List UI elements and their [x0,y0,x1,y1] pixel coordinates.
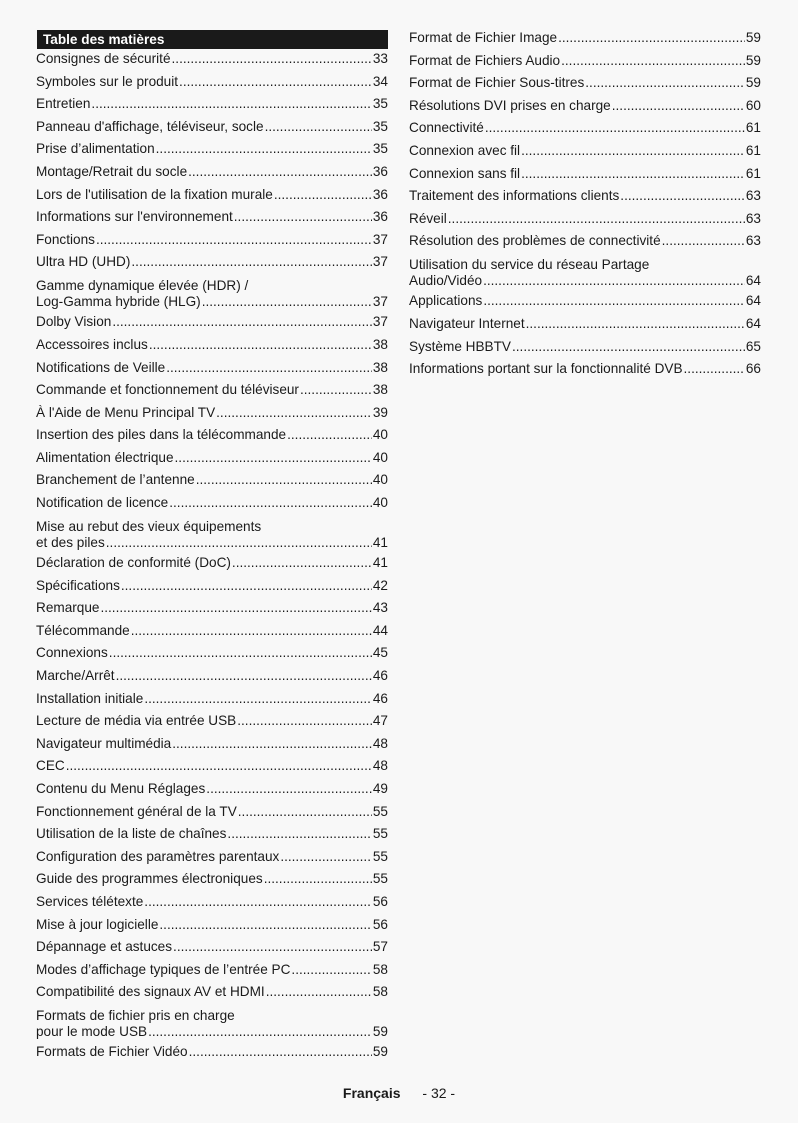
toc-dot-leader [291,962,371,978]
toc-entry-page-number: 56 [372,916,388,932]
toc-entry-title: Accessoires inclus [36,336,148,352]
toc-entry-title: Réveil [409,210,447,226]
toc-entry-title: Compatibilité des signaux AV et HDMI [36,984,265,1000]
toc-entry[interactable] [36,600,388,616]
toc-entry-line2 [409,273,761,289]
toc-list-left [36,51,388,1060]
toc-entry[interactable] [36,578,388,594]
toc-entry-page-number: 59 [372,1023,388,1039]
toc-entry-page-number: 55 [372,848,388,864]
toc-entry-title: Déclaration de conformité (DoC) [36,555,231,571]
toc-column-right [409,30,761,384]
toc-dot-leader [561,53,745,69]
toc-entry[interactable] [36,668,388,684]
toc-entry-title: Format de Fichiers Audio [409,52,561,68]
toc-entry-page-number: 46 [372,668,388,684]
toc-entry-page-number: 40 [372,495,388,511]
toc-entry[interactable] [36,736,388,752]
toc-entry-title: Services télétexte [36,893,144,909]
toc-entry-page-number: 61 [745,142,761,158]
toc-entry-title-line1: Gamme dynamique élevée (HDR) / [36,277,249,293]
toc-entry-title-line1: Formats de fichier pris en charge [36,1007,235,1023]
toc-entry-page-number: 56 [372,893,388,909]
toc-dot-leader [232,555,372,571]
toc-entry-title: Installation initiale [36,690,144,706]
toc-entry-title: Spécifications [36,577,120,593]
toc-entry-title: Format de Fichier Image [409,30,558,45]
toc-entry[interactable] [36,119,388,135]
toc-entry-title: Remarque [36,600,100,616]
toc-entry-page-number: 64 [745,272,761,288]
toc-dot-leader [662,233,745,249]
toc-entry-page-number: 36 [372,209,388,225]
toc-entry[interactable] [36,314,388,330]
toc-dot-leader [216,405,372,421]
toc-entry-title: Fonctions [36,231,95,247]
toc-entry-page-number: 43 [372,600,388,616]
toc-dot-leader [448,211,745,227]
toc-entry-title: Configuration des paramètres parentaux [36,848,280,864]
toc-entry-page-number: 58 [372,961,388,977]
toc-entry-page-number: 38 [372,382,388,398]
toc-entry-title: Modes d’affichage typiques de l’entrée PC [36,961,291,977]
toc-entry[interactable] [36,277,388,310]
toc-entry-title: Ultra HD (UHD) [36,254,131,270]
toc-entry[interactable] [36,360,388,376]
toc-entry-title: Connectivité [409,120,484,136]
toc-dot-leader [196,472,372,488]
toc-dot-leader [300,382,372,398]
toc-entry-title: Applications [409,293,483,309]
toc-entry-title: Panneau d'affichage, téléviseur, socle [36,118,264,134]
toc-entry-page-number: 59 [372,1044,388,1060]
toc-dot-leader [116,668,372,684]
toc-entry-title: CEC [36,758,65,774]
toc-dot-leader [202,294,372,310]
toc-entry-page-number: 63 [745,188,761,204]
toc-dot-leader [175,450,372,466]
toc-entry-title: Connexions [36,645,108,661]
toc-dot-leader [144,691,372,707]
toc-entry[interactable] [409,188,761,204]
toc-dot-leader [287,427,372,443]
toc-entry-title: Dolby Vision [36,314,112,330]
toc-entry-line2 [36,535,388,551]
toc-dot-leader [112,314,372,330]
toc-dot-leader [188,164,372,180]
toc-entry-page-number: 40 [372,449,388,465]
toc-entry-page-number: 34 [372,73,388,89]
toc-entry-title: et des piles [36,534,105,550]
toc-entry[interactable] [36,472,388,488]
toc-entry-page-number: 60 [745,97,761,113]
toc-entry[interactable] [36,427,388,443]
toc-entry[interactable] [36,781,388,797]
toc-dot-leader [620,188,745,204]
toc-entry-page-number: 45 [372,645,388,661]
toc-dot-leader [91,96,371,112]
toc-dot-leader [131,254,371,270]
toc-entry-title: Résolutions DVI prises en charge [409,97,611,113]
toc-entry[interactable] [36,254,388,270]
toc-entry-title: Connexion avec fil [409,142,521,158]
toc-entry-title: À l'Aide de Menu Principal TV [36,404,216,420]
toc-entry-page-number: 40 [372,427,388,443]
toc-entry-page-number: 63 [745,210,761,226]
toc-entry[interactable] [409,316,761,332]
toc-entry-title: Résolution des problèmes de connectivité [409,233,661,249]
toc-entry[interactable] [409,256,761,289]
toc-entry[interactable] [36,96,388,112]
toc-entry[interactable] [36,1007,388,1040]
toc-entry[interactable] [409,98,761,114]
toc-dot-leader [144,894,372,910]
toc-dot-leader [148,1024,372,1040]
toc-entry-page-number: 64 [745,293,761,309]
toc-entry-title: Traitement des informations clients [409,188,620,204]
toc-dot-leader [149,337,372,353]
toc-entry-title: Formats de Fichier Vidéo [36,1044,188,1060]
toc-entry[interactable] [36,518,388,551]
toc-dot-leader [265,119,372,135]
toc-entry[interactable] [36,382,388,398]
toc-entry[interactable] [409,339,761,355]
toc-dot-leader [526,316,745,332]
toc-entry[interactable] [36,804,388,820]
toc-entry-page-number: 57 [372,939,388,955]
toc-entry[interactable] [36,74,388,90]
toc-dot-leader [96,232,372,248]
toc-dot-leader [483,293,745,309]
toc-entry-page-number: 66 [745,361,761,377]
toc-entry-title: Mise à jour logicielle [36,916,159,932]
toc-entry-page-number: 36 [372,163,388,179]
toc-entry[interactable] [36,164,388,180]
toc-dot-leader [558,30,745,46]
toc-entry[interactable] [36,691,388,707]
toc-entry-page-number: 61 [745,120,761,136]
footer-language: Français [342,1085,401,1101]
toc-entry-title: Lors de l'utilisation de la fixation murale [36,186,273,202]
toc-entry-page-number: 37 [372,231,388,247]
toc-entry-page-number: 37 [372,314,388,330]
toc-entry-title: Notification de licence [36,495,169,511]
toc-entry[interactable] [36,894,388,910]
toc-entry-title: Format de Fichier Sous-titres [409,75,585,91]
toc-entry[interactable] [36,187,388,203]
toc-entry[interactable] [409,211,761,227]
toc-entry-page-number: 41 [372,555,388,571]
toc-entry-title: Connexion sans fil [409,165,521,181]
toc-entry[interactable] [409,166,761,182]
toc-dot-leader [179,74,372,90]
toc-entry-line2 [36,294,388,310]
toc-entry[interactable] [36,645,388,661]
toc-entry-page-number: 40 [372,472,388,488]
toc-entry-title: Consignes de sécurité [36,51,171,66]
toc-column-left [36,30,388,1067]
toc-entry[interactable] [36,209,388,225]
toc-entry-title: Audio/Vidéo [409,272,483,288]
toc-entry[interactable] [36,713,388,729]
toc-entry-title: Montage/Retrait du socle [36,163,188,179]
toc-dot-leader [172,51,372,67]
toc-dot-leader [237,713,372,729]
toc-entry-title: Guide des programmes électroniques [36,871,263,887]
toc-entry[interactable] [36,758,388,774]
toc-entry-title: Prise d’alimentation [36,141,155,157]
toc-entry[interactable] [409,143,761,159]
toc-dot-leader [483,273,745,289]
toc-entry-title: Informations sur l'environnement [36,209,233,225]
toc-entry-page-number: 37 [372,293,388,309]
toc-entry-title: Branchement de l’antenne [36,472,195,488]
toc-dot-leader [274,187,372,203]
toc-entry-page-number: 55 [372,803,388,819]
toc-entry-page-number: 59 [745,30,761,45]
toc-dot-leader [234,209,372,225]
toc-entry-title: Utilisation de la liste de chaînes [36,826,227,842]
toc-entry-title: Fonctionnement général de la TV [36,803,237,819]
toc-entry-title: Navigateur multimédia [36,735,172,751]
toc-entry[interactable] [36,939,388,955]
toc-entry-page-number: 37 [372,254,388,270]
toc-entry-page-number: 55 [372,826,388,842]
toc-dot-leader [131,623,372,639]
toc-entry-title: Télécommande [36,622,130,638]
toc-entry-page-number: 41 [372,534,388,550]
toc-dot-leader [109,645,372,661]
toc-entry[interactable] [36,232,388,248]
toc-entry-page-number: 55 [372,871,388,887]
toc-entry-page-number: 36 [372,186,388,202]
toc-entry[interactable] [36,337,388,353]
toc-entry-title: Système HBBTV [409,338,511,354]
toc-entry[interactable] [409,233,761,249]
toc-entry[interactable] [36,849,388,865]
toc-entry-page-number: 64 [745,315,761,331]
toc-entry-page-number: 61 [745,165,761,181]
toc-dot-leader [166,360,372,376]
toc-entry-page-number: 59 [745,52,761,68]
toc-title: Table des matières [37,30,388,49]
toc-dot-leader [280,849,372,865]
toc-dot-leader [159,917,371,933]
toc-entry[interactable] [36,826,388,842]
toc-entry-title: Notifications de Veille [36,359,166,375]
toc-dot-leader [106,535,372,551]
toc-entry-page-number: 44 [372,622,388,638]
toc-dot-leader [238,804,372,820]
toc-entry-title: Informations portant sur la fonctionnalité DVB [409,361,683,377]
toc-dot-leader [156,141,372,157]
toc-entry-page-number: 59 [745,75,761,91]
page-footer [0,1085,798,1101]
toc-entry-title: pour le mode USB [36,1023,148,1039]
toc-entry[interactable] [36,917,388,933]
toc-dot-leader [189,1044,372,1060]
toc-entry-page-number: 42 [372,577,388,593]
toc-entry[interactable] [409,120,761,136]
toc-entry-page-number: 65 [745,338,761,354]
toc-entry[interactable] [409,75,761,91]
toc-dot-leader [512,339,745,355]
toc-dot-leader [521,143,745,159]
toc-entry[interactable] [36,984,388,1000]
toc-entry-page-number: 39 [372,404,388,420]
toc-dot-leader [173,939,372,955]
toc-entry-line2 [36,1024,388,1040]
toc-entry[interactable] [36,871,388,887]
toc-entry-page-number: 35 [372,141,388,157]
toc-dot-leader [227,826,371,842]
toc-entry-page-number: 58 [372,984,388,1000]
toc-entry-title: Insertion des piles dans la télécommande [36,427,287,443]
toc-list-right [409,30,761,377]
toc-entry-title: Alimentation électrique [36,449,174,465]
toc-entry[interactable] [409,293,761,309]
toc-entry-page-number: 46 [372,690,388,706]
toc-entry-page-number: 47 [372,713,388,729]
toc-entry-title-line1: Mise au rebut des vieux équipements [36,518,262,534]
toc-entry-title: Navigateur Internet [409,315,525,331]
toc-dot-leader [485,120,745,136]
toc-entry-title: Commande et fonctionnement du téléviseur [36,382,299,398]
toc-dot-leader [585,75,745,91]
toc-entry[interactable] [409,361,761,377]
toc-entry[interactable] [409,53,761,69]
toc-entry-title: Marche/Arrêt [36,668,115,684]
toc-entry[interactable] [36,495,388,511]
toc-entry[interactable] [36,555,388,571]
toc-dot-leader [206,781,372,797]
toc-dot-leader [172,736,372,752]
toc-entry-page-number: 33 [372,51,388,66]
toc-entry-title: Entretien [36,96,91,112]
toc-entry-page-number: 48 [372,758,388,774]
toc-dot-leader [266,984,372,1000]
toc-entry-page-number: 38 [372,359,388,375]
toc-entry[interactable] [36,1044,388,1060]
toc-entry[interactable] [36,51,388,67]
toc-dot-leader [100,600,371,616]
toc-dot-leader [684,361,745,377]
toc-entry-page-number: 49 [372,781,388,796]
toc-entry-page-number: 48 [372,735,388,751]
toc-entry-title: Symboles sur le produit [36,73,179,89]
toc-entry-page-number: 38 [372,336,388,352]
toc-dot-leader [264,871,372,887]
toc-entry-page-number: 63 [745,233,761,249]
toc-entry[interactable] [409,30,761,46]
toc-entry[interactable] [36,450,388,466]
toc-dot-leader [121,578,372,594]
toc-dot-leader [612,98,745,114]
toc-entry-title: Log-Gamma hybride (HLG) [36,293,201,309]
toc-dot-leader [66,758,372,774]
toc-entry-title: Dépannage et astuces [36,939,173,955]
toc-entry[interactable] [36,623,388,639]
toc-entry-title-line1: Utilisation du service du réseau Partage [409,256,650,272]
toc-entry[interactable] [36,141,388,157]
toc-entry[interactable] [36,962,388,978]
toc-dot-leader [169,495,372,511]
toc-entry-page-number: 35 [372,96,388,112]
toc-entry-title: Lecture de média via entrée USB [36,713,237,729]
toc-entry[interactable] [36,405,388,421]
toc-entry-title: Contenu du Menu Réglages [36,781,206,796]
toc-entry-page-number: 35 [372,118,388,134]
page-number: - 32 - [422,1085,456,1101]
toc-dot-leader [521,166,745,182]
